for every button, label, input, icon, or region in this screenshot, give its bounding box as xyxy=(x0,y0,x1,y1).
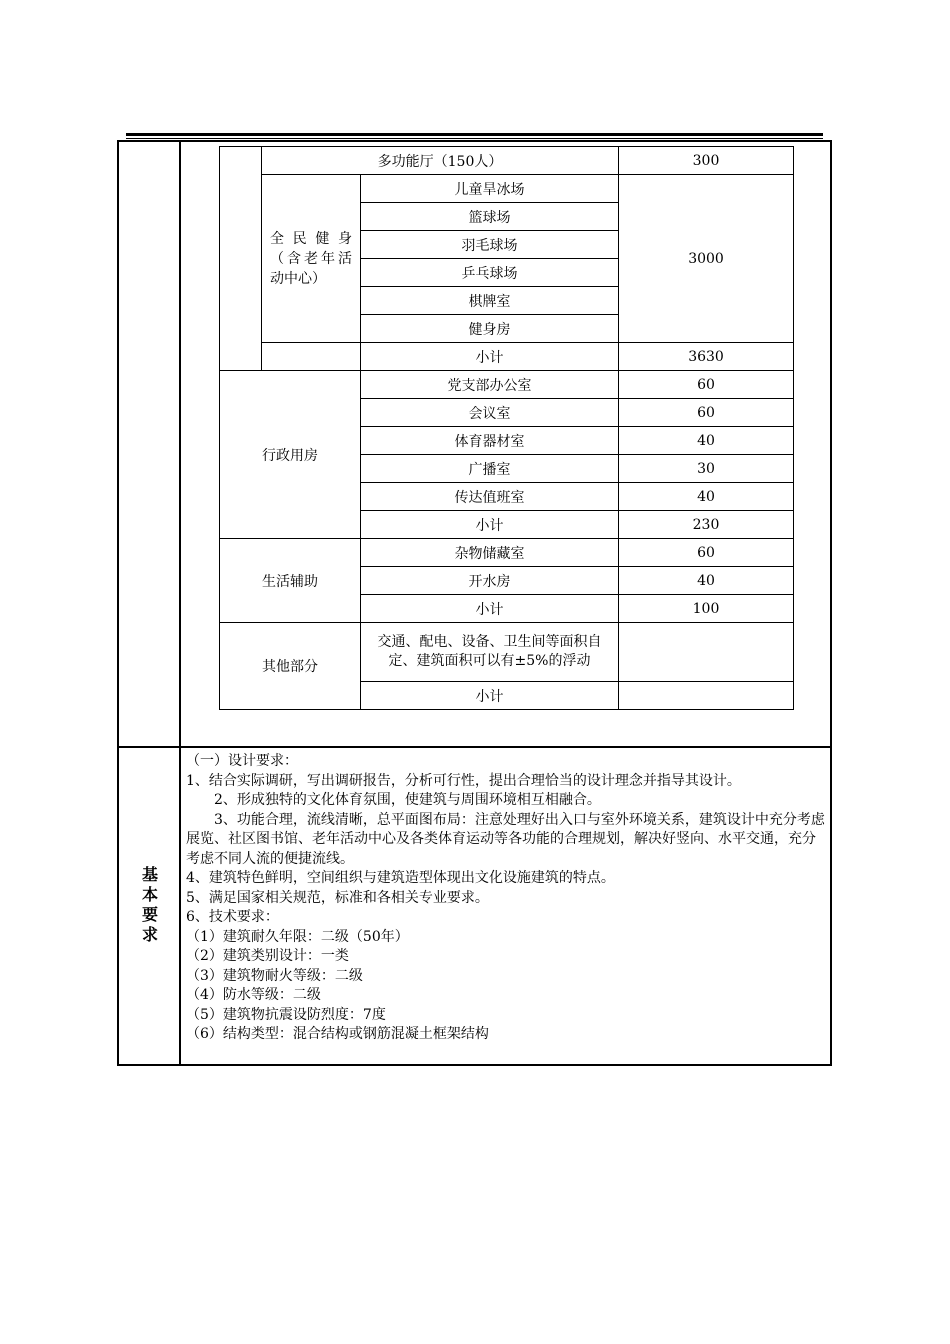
subtotal-area xyxy=(619,682,794,710)
requirement-line: 6、技术要求： xyxy=(186,909,279,925)
space-program-table xyxy=(219,146,794,710)
room-name: 开水房 xyxy=(361,567,619,595)
room-name: 会议室 xyxy=(361,399,619,427)
multi-hall-name: 多功能厅（150人） xyxy=(262,147,619,175)
multi-hall-area: 300 xyxy=(619,147,794,175)
room-name: 体育器材室 xyxy=(361,427,619,455)
table-row xyxy=(220,343,794,371)
room-area: 30 xyxy=(619,455,794,483)
fitness-item: 篮球场 xyxy=(361,203,619,231)
room-area: 60 xyxy=(619,539,794,567)
requirement-line: 1、结合实际调研，写出调研报告，分析可行性，提出合理恰当的设计理念并指导其设计。 xyxy=(186,772,741,789)
requirement-line: 3、功能合理，流线清晰，总平面图布局：注意处理好出入口与室外环境关系，建筑设计中充分考虑展览、社区图书馆、老年活动中心及各类体育运动等各功能的合理规划，解决好竖向、水平交通，充分考虑不同人流的便捷流线。 xyxy=(186,811,825,867)
requirements-text xyxy=(186,752,828,1045)
blank-cell xyxy=(220,147,262,371)
room-name: 传达值班室 xyxy=(361,483,619,511)
room-area: 60 xyxy=(619,399,794,427)
room-area: 40 xyxy=(619,567,794,595)
requirement-line: （6）结构类型：混合结构或钢筋混凝土框架结构 xyxy=(186,1026,489,1042)
requirement-line: （4）防水等级：二级 xyxy=(186,987,321,1003)
requirement-line: （1）建筑耐久年限：二级（50年） xyxy=(186,928,409,945)
requirement-line: （2）建筑类别设计：一类 xyxy=(186,948,349,964)
subtotal-area: 100 xyxy=(619,595,794,623)
section-divider xyxy=(117,746,832,748)
requirements-label: 基本要求 xyxy=(139,866,159,946)
fitness-area: 3000 xyxy=(619,175,794,343)
room-name: 杂物储藏室 xyxy=(361,539,619,567)
requirement-line: （3）建筑物耐火等级：二级 xyxy=(186,967,363,984)
fitness-item: 乒乓球场 xyxy=(361,259,619,287)
room-area: 60 xyxy=(619,371,794,399)
table-row xyxy=(220,371,794,399)
fitness-item: 羽毛球场 xyxy=(361,231,619,259)
fitness-group-label: 全民健身（含老年活动中心） xyxy=(262,175,361,343)
label-column-divider xyxy=(179,140,181,1066)
header-rule-thick xyxy=(126,133,823,136)
subtotal-area: 230 xyxy=(619,511,794,539)
fitness-item: 健身房 xyxy=(361,315,619,343)
other-area xyxy=(619,623,794,682)
room-name: 党支部办公室 xyxy=(361,371,619,399)
requirement-line: 4、建筑特色鲜明，空间组织与建筑造型体现出文化设施建筑的特点。 xyxy=(186,870,615,886)
room-name: 广播室 xyxy=(361,455,619,483)
table-row xyxy=(220,623,794,682)
other-description: 交通、配电、设备、卫生间等面积自定、建筑面积可以有±5%的浮动 xyxy=(361,623,619,682)
room-area: 40 xyxy=(619,483,794,511)
subtotal-label: 小计 xyxy=(361,682,619,710)
table-row xyxy=(220,539,794,567)
requirement-line: 5、满足国家相关规范，标准和各相关专业要求。 xyxy=(186,889,489,906)
subtotal-area: 3630 xyxy=(619,343,794,371)
requirement-line: （5）建筑物抗震设防烈度：7度 xyxy=(186,1006,386,1023)
subtotal-label: 小计 xyxy=(361,595,619,623)
table-row xyxy=(220,147,794,175)
subtotal-label: 小计 xyxy=(361,511,619,539)
table-row xyxy=(220,175,794,203)
other-group-label: 其他部分 xyxy=(220,623,361,710)
fitness-item: 棋牌室 xyxy=(361,287,619,315)
requirements-label-cell xyxy=(119,748,179,1064)
admin-group-label: 行政用房 xyxy=(220,371,361,539)
room-area: 40 xyxy=(619,427,794,455)
life-group-label: 生活辅助 xyxy=(220,539,361,623)
fitness-item: 儿童旱冰场 xyxy=(361,175,619,203)
header-rule-thin xyxy=(126,138,823,139)
blank-cell xyxy=(262,343,361,371)
requirement-line: 2、形成独特的文化体育氛围，使建筑与周围环境相互相融合。 xyxy=(214,792,601,808)
subtotal-label: 小计 xyxy=(361,343,619,371)
requirement-line: （一）设计要求： xyxy=(186,753,298,769)
